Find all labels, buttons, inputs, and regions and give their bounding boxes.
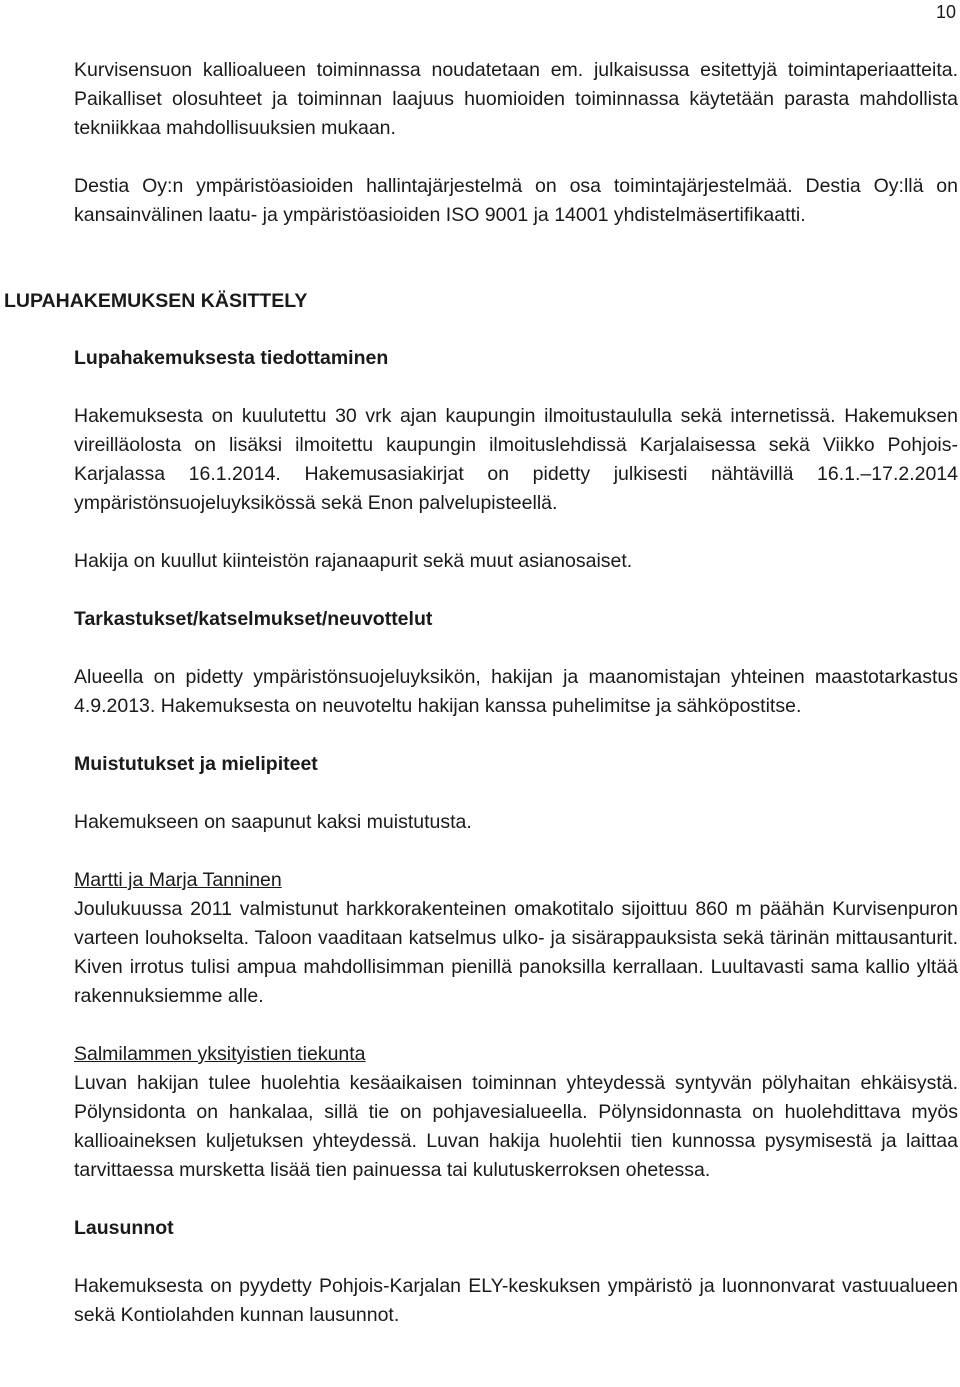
muistutukset-paragraph: Hakemukseen on saapunut kaksi muistutusta. — [74, 811, 472, 833]
section-heading-lupahakemus: LUPAHAKEMUKSEN KÄSITTELY — [4, 290, 308, 312]
page-number: 10 — [935, 2, 956, 22]
muistutus-salmilampi-text: Luvan hakijan tulee huolehtia kesäaikaisen toiminnan yhteydessä syntyvän pölyhaitan ehkäisystä. Pölynsidonta on hankalaa, sillä tie on pohjavesialueella. Pölynsidonnasta on huolehdittava myös kallioaineksen kuljetuksen yhteydessä. Luvan hakija huolehtii tien kunnossa pysymisestä ja laittaa tarvittaessa mursketta lisää tien painuessa tai kulutuskerroksen ohetessa. — [74, 1072, 958, 1181]
document-body — [74, 56, 958, 230]
document-body-continued — [74, 344, 958, 1330]
intro-paragraph-1: Kurvisensuon kallioalueen toiminnassa noudatetaan em. julkaisussa esitettyjä toimintaperiaatteita. Paikalliset olosuhteet ja toiminnan laajuus huomioiden toiminnassa käytetään parasta mahdollista tekniikkaa mahdollisuuksien mukaan. — [74, 59, 958, 139]
subheading-lausunnot: Lausunnot — [74, 1217, 174, 1239]
subheading-tiedottaminen: Lupahakemuksesta tiedottaminen — [74, 347, 389, 369]
tarkastukset-paragraph: Alueella on pidetty ympäristönsuojeluyksikön, hakijan ja maanomistajan yhteinen maastotarkastus 4.9.2013. Hakemuksesta on neuvoteltu hakijan kanssa puhelimitse ja sähköpostitse. — [74, 666, 958, 717]
muistutus-tanninen-text: Joulukuussa 2011 valmistunut harkkorakenteinen omakotitalo sijoittuu 860 m päähän Kurvisenpuron varteen louhokselta. Taloon vaaditaan katselmus ulko- ja sisärappauksista sekä tärinän mittausanturit. Kiven irrotus tulisi ampua mahdollisimman pienillä panoksilla kerrallaan. Luultavasti sama kallio yltää rakennuksiemme alle. — [74, 898, 958, 1007]
tiedottaminen-paragraph-1: Hakemuksesta on kuulutettu 30 vrk ajan kaupungin ilmoitustaululla sekä internetissä. Hakemuksen vireilläolosta on lisäksi ilmoitettu kaupungin ilmoituslehdissä Karjalaisessa sekä Viikko Pohjois-Karjalassa 16.1.2014. Hakemusasiakirjat on pidetty julkisesti nähtävillä 16.1.–17.2.2014 ympäristönsuojeluyksikössä sekä Enon palvelupisteellä. — [74, 405, 958, 514]
muistuttaja-salmilampi-name: Salmilammen yksityistien tiekunta — [74, 1043, 366, 1065]
intro-paragraph-2: Destia Oy:n ympäristöasioiden hallintajärjestelmä on osa toimintajärjestelmää. Destia Oy:llä on kansainvälinen laatu- ja ympäristöasioiden ISO 9001 ja 14001 yhdistelmäsertifikaatti. — [74, 175, 958, 226]
tiedottaminen-paragraph-2: Hakija on kuullut kiinteistön rajanaapurit sekä muut asianosaiset. — [74, 550, 633, 572]
subheading-muistutukset: Muistutukset ja mielipiteet — [74, 753, 318, 775]
subheading-tarkastukset: Tarkastukset/katselmukset/neuvottelut — [74, 608, 433, 630]
lausunnot-paragraph: Hakemuksesta on pyydetty Pohjois-Karjalan ELY-keskuksen ympäristö ja luonnonvarat vastuualueen sekä Kontiolahden kunnan lausunnot. — [74, 1275, 958, 1326]
muistuttaja-tanninen-name: Martti ja Marja Tanninen — [74, 869, 282, 891]
